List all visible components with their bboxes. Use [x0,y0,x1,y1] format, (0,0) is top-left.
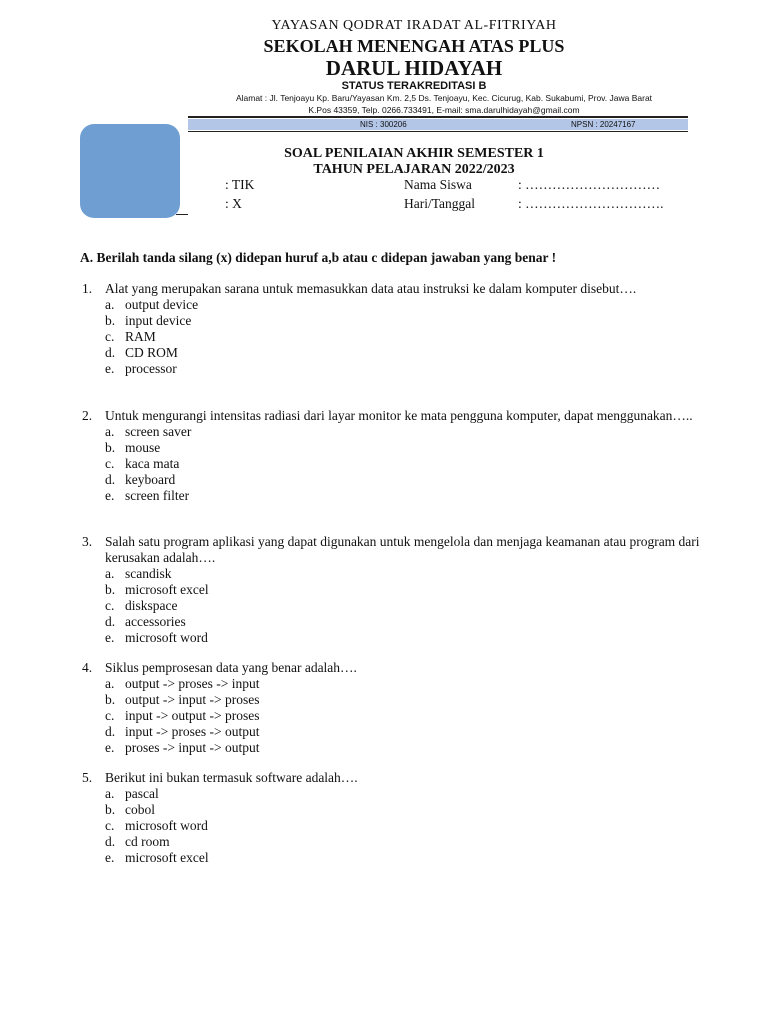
option-item [105,456,702,472]
option-letter: e. [105,630,115,645]
option-list [82,424,702,504]
date-label: Hari/Tanggal [404,196,476,211]
question-number: 5. [82,770,93,785]
question-4 [82,660,702,756]
option-item [105,740,702,756]
option-letter: a. [105,676,115,691]
option-letter: e. [105,361,115,376]
option-text: input device [125,313,192,328]
option-text: kaca mata [125,456,180,471]
option-item [105,313,702,329]
option-item [105,614,702,630]
option-letter: d. [105,834,116,849]
option-text: cd room [125,834,170,849]
option-item [105,786,702,802]
option-text: RAM [125,329,156,344]
header-rule-bottom [188,131,688,132]
option-text: input -> output -> proses [125,708,260,723]
option-letter: a. [105,297,115,312]
question-number: 3. [82,534,93,549]
option-item [105,488,702,504]
accreditation-status: STATUS TERAKREDITASI B [341,80,487,92]
option-item [105,818,702,834]
option-item [105,630,702,646]
option-text: screen filter [125,488,190,503]
option-letter: c. [105,818,115,833]
option-text: accessories [125,614,186,629]
option-item [105,582,702,598]
date-blank: : …………………………. [518,196,664,211]
option-item [105,345,702,361]
question-number: 4. [82,660,93,675]
exam-year: TAHUN PELAJARAN 2022/2023 [313,162,515,177]
question-1 [82,281,702,377]
school-name-line1: SEKOLAH MENENGAH ATAS PLUS [263,36,565,56]
option-item [105,472,702,488]
option-text: microsoft word [125,818,208,833]
option-list [82,676,702,756]
option-letter: b. [105,313,116,328]
option-item [105,361,702,377]
option-item [105,424,702,440]
logo-underline [176,214,188,215]
option-text: scandisk [125,566,172,581]
option-letter: d. [105,472,116,487]
question-5 [82,770,702,866]
option-letter: e. [105,850,115,865]
header-rule-top [188,116,688,118]
option-text: mouse [125,440,161,455]
question-2 [82,408,702,504]
school-name-line2: DARUL HIDAYAH [325,56,503,80]
question-text: Untuk mengurangi intensitas radiasi dari layar monitor ke mata pengguna komputer, dapat menggunakan….. [105,408,693,423]
option-letter: b. [105,582,116,597]
exam-title: SOAL PENILAIAN AKHIR SEMESTER 1 [284,146,544,161]
option-letter: e. [105,488,115,503]
option-letter: c. [105,329,115,344]
option-text: microsoft excel [125,850,209,865]
nis-number: NIS : 300206 [360,120,407,129]
option-item [105,440,702,456]
option-letter: b. [105,802,116,817]
option-item [105,834,702,850]
section-instruction: A. Berilah tanda silang (x) didepan huruf a,b atau c didepan jawaban yang benar ! [80,250,557,265]
option-item [105,802,702,818]
option-text: microsoft excel [125,582,209,597]
subject-value: : TIK [225,177,255,192]
option-text: input -> proses -> output [125,724,260,739]
option-letter: a. [105,786,115,801]
option-letter: b. [105,440,116,455]
option-item [105,692,702,708]
option-item [105,297,702,313]
option-text: output -> input -> proses [125,692,260,707]
option-text: processor [125,361,177,376]
option-text: cobol [125,802,155,817]
option-item [105,676,702,692]
option-text: diskspace [125,598,178,613]
question-text: Berikut ini bukan termasuk software adalah…. [105,770,358,785]
question-number: 2. [82,408,93,423]
option-item [105,708,702,724]
option-text: microsoft word [125,630,208,645]
option-text: CD ROM [125,345,178,360]
option-list [82,786,702,866]
npsn-number: NPSN : 20247167 [571,120,636,129]
student-name-blank: : ………………………… [518,177,661,192]
student-name-label: Nama Siswa [404,177,472,192]
class-value: : X [225,196,242,211]
option-letter: d. [105,345,116,360]
option-letter: d. [105,614,116,629]
option-text: keyboard [125,472,176,487]
option-item [105,724,702,740]
option-letter: e. [105,740,115,755]
option-letter: a. [105,566,115,581]
id-bar [188,119,688,130]
option-item [105,566,702,582]
address-line2: K.Pos 43359, Telp. 0266.733491, E-mail: sma.darulhidayah@gmail.com [308,105,580,115]
option-text: pascal [125,786,159,801]
option-letter: b. [105,692,116,707]
option-letter: c. [105,456,115,471]
option-letter: d. [105,724,116,739]
option-text: output device [125,297,199,312]
option-list [82,297,702,377]
option-list [82,566,702,646]
question-text: Salah satu program aplikasi yang dapat digunakan untuk mengelola dan menjaga keamanan atau program dari kerusakan adalah…. [105,534,700,565]
option-text: proses -> input -> output [125,740,260,755]
foundation-name: YAYASAN QODRAT IRADAT AL-FITRIYAH [271,18,557,33]
option-letter: c. [105,598,115,613]
option-text: screen saver [125,424,192,439]
question-text: Alat yang merupakan sarana untuk memasukkan data atau instruksi ke dalam komputer disebut…. [105,281,637,296]
question-3 [82,534,702,646]
option-item [105,329,702,345]
question-text: Siklus pemprosesan data yang benar adalah…. [105,660,357,675]
option-item [105,850,702,866]
address-line1: Alamat : Jl. Tenjoayu Kp. Baru/Yayasan Km. 2,5 Ds. Tenjoayu, Kec. Cicurug, Kab. Sukabumi, Prov. Jawa Barat [235,93,653,103]
option-letter: a. [105,424,115,439]
option-letter: c. [105,708,115,723]
option-item [105,598,702,614]
question-number: 1. [82,281,93,296]
option-text: output -> proses -> input [125,676,260,691]
